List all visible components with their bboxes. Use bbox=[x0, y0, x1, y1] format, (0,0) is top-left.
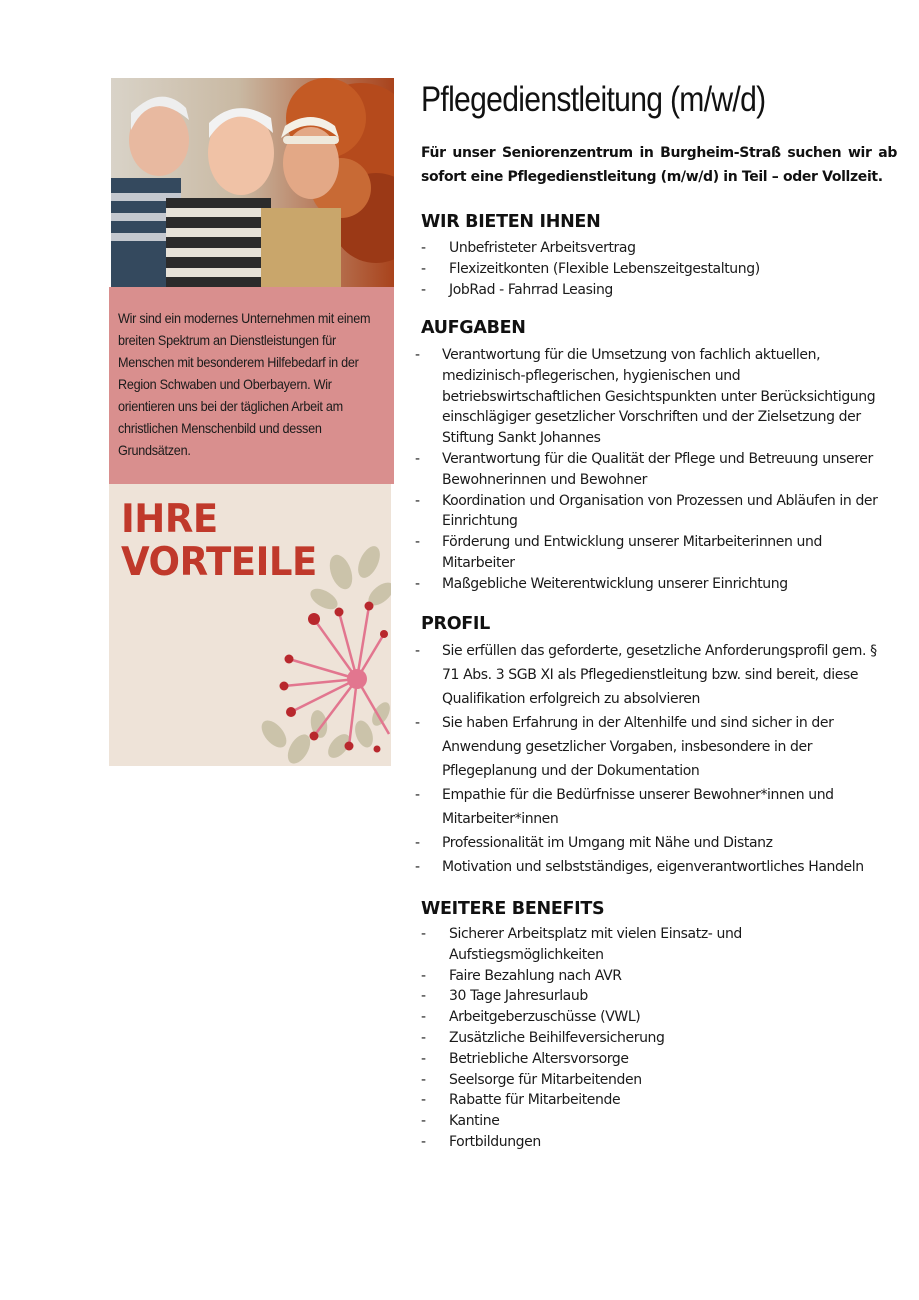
list-item: - Unbefristeter Arbeitsvertrag bbox=[421, 240, 636, 256]
about-box bbox=[109, 287, 394, 484]
list-item: - Sie erfüllen das geforderte, gesetzliche Anforderungsprofil gem. § 71 Abs. 3 SGB XI als Pflegedienstleitung bzw. sind bereit, diese Qualifikation erfolgreich zu absolvieren bbox=[415, 643, 877, 707]
list-item: - Maßgebliche Weiterentwicklung unserer Einrichtung bbox=[415, 575, 788, 592]
about-text: Wir sind ein modernes Unternehmen mit einem breiten Spektrum an Dienstleistungen für Menschen mit besonderem Hilfebedarf in der Region Schwaben und Oberbayern. Wir orientieren uns bei der täglichen Arbeit am christlichen Menschenbild und dessen Grundsätzen. bbox=[118, 311, 371, 458]
list-item: - JobRad - Fahrrad Leasing bbox=[421, 281, 613, 298]
section-heading-wir-bieten: WIR BIETEN IHNEN bbox=[421, 212, 601, 232]
section-heading-aufgaben: AUFGABEN bbox=[421, 318, 526, 338]
list-item: - Seelsorge für Mitarbeitenden bbox=[421, 1071, 642, 1088]
list-item: - Flexizeitkonten (Flexible Lebenszeitgestaltung) bbox=[421, 260, 760, 277]
vorteile-line-2: VORTEILE bbox=[121, 540, 317, 585]
intro-text: Für unser Seniorenzentrum in Burgheim-Straß suchen wir ab sofort eine Pflegedienstleitung (m/w/d) in Teil – oder Vollzeit. bbox=[421, 145, 897, 185]
list-item: - 30 Tage Jahresurlaub bbox=[421, 988, 588, 1005]
vorteile-line-1: IHRE bbox=[121, 497, 218, 542]
list-item: - Verantwortung für die Qualität der Pflege und Betreuung unserer Bewohnerinnen und Bewohner bbox=[415, 450, 873, 488]
page-title: Pflegedienstleitung (m/w/d) bbox=[421, 80, 766, 119]
list-item: - Empathie für die Bedürfnisse unserer Bewohner*innen und Mitarbeiter*innen bbox=[415, 787, 834, 827]
list-item: - Fortbildungen bbox=[421, 1133, 541, 1150]
list-item: - Professionalität im Umgang mit Nähe und Distanz bbox=[415, 835, 773, 851]
seniors-photo bbox=[111, 78, 394, 288]
list-wir-bieten bbox=[421, 238, 891, 300]
list-item: - Förderung und Entwicklung unserer Mitarbeiterinnen und Mitarbeiter bbox=[415, 534, 822, 571]
list-item: - Betriebliche Altersvorsorge bbox=[421, 1050, 629, 1067]
list-item: - Arbeitgeberzuschüsse (VWL) bbox=[421, 1009, 641, 1026]
list-item: - Sie haben Erfahrung in der Altenhilfe und sind sicher in der Anwendung gesetzlicher Vorgaben, insbesondere in der Pflegeplanung und der Dokumentation bbox=[415, 715, 834, 779]
list-item: - Koordination und Organisation von Prozessen und Abläufen in der Einrichtung bbox=[415, 492, 878, 530]
list-profil bbox=[415, 639, 897, 879]
section-heading-weitere-benefits: WEITERE BENEFITS bbox=[421, 899, 605, 919]
list-aufgaben bbox=[415, 345, 897, 595]
list-item: - Sicherer Arbeitsplatz mit vielen Einsatz- und Aufstiegsmöglichkeiten bbox=[421, 926, 742, 963]
list-weitere-benefits bbox=[421, 924, 891, 1153]
list-item: - Zusätzliche Beihilfeversicherung bbox=[421, 1029, 665, 1046]
list-item: - Rabatte für Mitarbeitende bbox=[421, 1092, 621, 1109]
ihre-vorteile-graphic bbox=[109, 484, 391, 766]
section-heading-profil: PROFIL bbox=[421, 614, 490, 634]
list-item: - Verantwortung für die Umsetzung von fachlich aktuellen, medizinisch-pflegerischen, hygienischen und betriebswirtschaftlichen Gesichtspunkten unter Berücksichtigung einschlägiger gesetzlicher Vorschriften und der Zielsetzung der Stiftung Sankt Johannes bbox=[415, 347, 876, 447]
list-item: - Faire Bezahlung nach AVR bbox=[421, 967, 622, 984]
vorteile-heading bbox=[121, 498, 317, 584]
list-item: - Motivation und selbstständiges, eigenverantwortliches Handeln bbox=[415, 859, 864, 875]
list-item: - Kantine bbox=[421, 1113, 500, 1130]
